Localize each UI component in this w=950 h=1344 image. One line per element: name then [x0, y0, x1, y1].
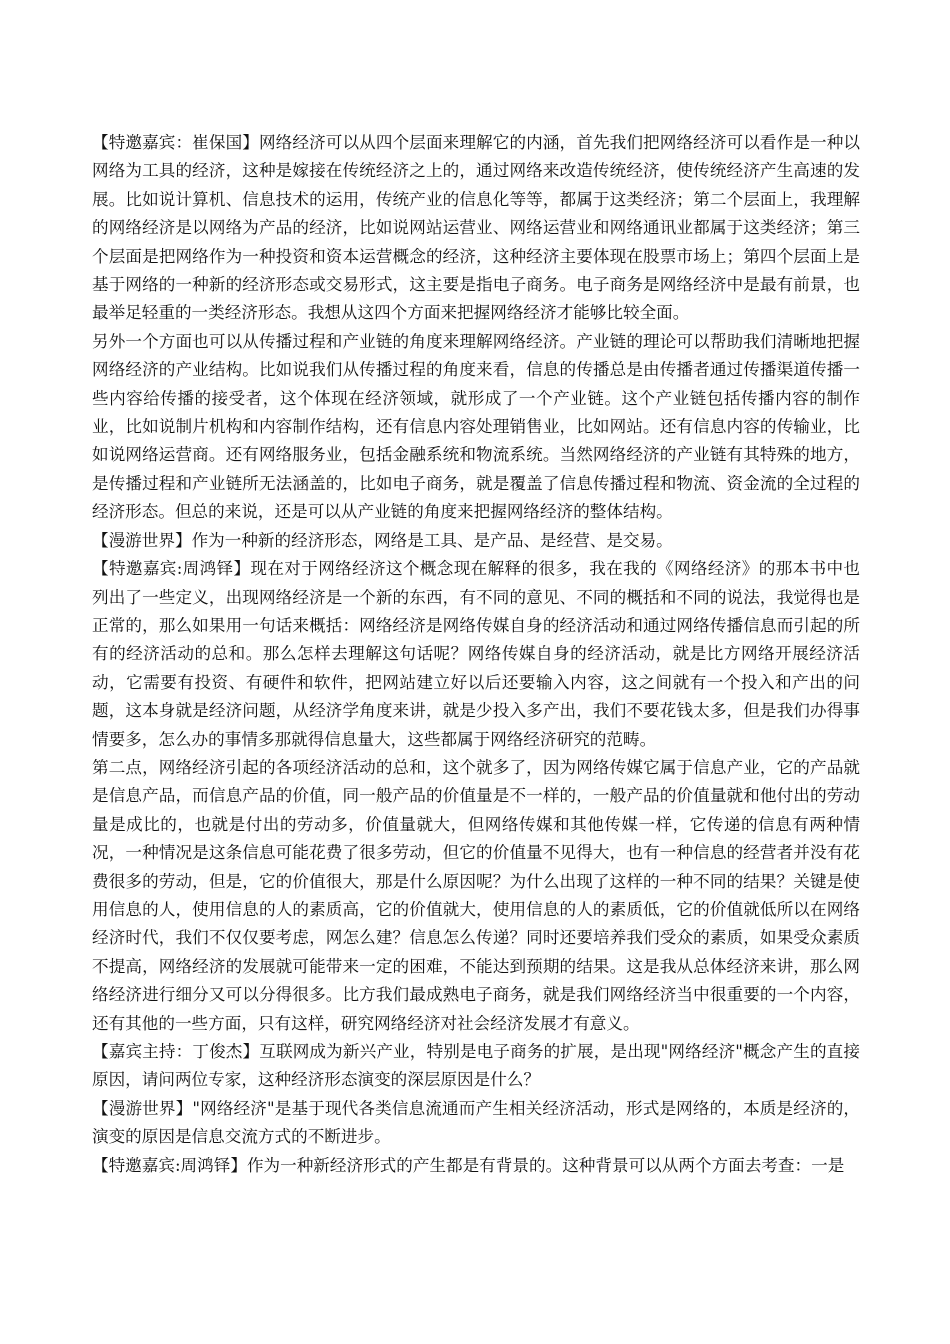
paragraph-3	[92, 527, 860, 555]
paragraph-text: "网络经济"是基于现代各类信息流通而产生相关经济活动，形式是网络的，本质是经济的，演变的原因是信息交流方式的不断进步。	[92, 1098, 861, 1147]
paragraph-text: 互联网成为新兴产业，特别是电子商务的扩展，是出现"网络经济"概念产生的直接原因，请问两位专家，这种经济形态演变的深层原因是什么？	[92, 1042, 861, 1090]
paragraph-7	[92, 1095, 860, 1152]
speaker-label: 【特邀嘉宾：崔保国】	[92, 133, 259, 152]
paragraph-text: 现在对于网络经济这个概念现在解释的很多，我在我的《网络经济》的那本书中也列出了一些定义，出现网络经济是一个新的东西，有不同的意见、不同的概括和不同的说法，我觉得也是正常的，那么如果用一句话来概括：网络经济是网络传媒自身的经济活动和通过网络传播信息而引起的所有的经济活动的总和。那么怎样去理解这句话呢？网络传媒自身的经济活动，就是比方网络开展经济活动，它需要有投资、有硬件和软件，把网站建立好以后还要输入内容，这之间就有一个投入和产出的问题，这本身就是经济问题，从经济学角度来讲，就是少投入多产出，我们不要花钱太多，但是我们办得事情要多，怎么办的事情多那就得信息量大，这些都属于网络经济研究的范畴。	[92, 559, 860, 749]
document-body	[92, 129, 860, 1180]
speaker-label: 【嘉宾主持：丁俊杰】	[92, 1042, 260, 1061]
speaker-label: 【特邀嘉宾:周鸿铎】	[92, 559, 251, 579]
speaker-label: 【漫游世界】	[92, 530, 192, 550]
paragraph-1	[92, 129, 860, 328]
paragraph-8	[92, 1152, 860, 1180]
paragraph-5	[92, 754, 860, 1038]
paragraph-text: 第二点，网络经济引起的各项经济活动的总和，这个就多了，因为网络传媒它属于信息产业，它的产品就是信息产品，而信息产品的价值，同一般产品的价值量是不一样的，一般产品的价值量就和他付出的劳动量是成比的，也就是付出的劳动多，价值量就大，但网络传媒和其他传媒一样，它传递的信息有两种情况，一种情况是这条信息可能花费了很多劳动，但它的价值量不见得大，也有一种信息的经营者并没有花费很多的劳动，但是，它的价值很大，那是什么原因呢？为什么出现了这样的一种不同的结果？关键是使用信息的人，使用信息的人的素质高，它的价值就大，使用信息的人的素质低，它的价值就低所以在网络经济时代，我们不仅仅要考虑，网怎么建？信息怎么传递？同时还要培养我们受众的素质，如果受众素质不提高，网络经济的发展就可能带来一定的困难，不能达到预期的结果。这是我从总体经济来讲，那么网络经济进行细分又可以分得很多。比方我们最成熟电子商务，就是我们网络经济当中很重要的一个内容，还有其他的一些方面，只有这样，研究网络经济对社会经济发展才有意义。	[92, 757, 860, 1033]
paragraph-text: 作为一种新的经济形态，网络是工具、是产品、是经营、是交易。	[191, 530, 673, 550]
paragraph-text: 作为一种新经济形式的产生都是有背景的。这种背景可以从两个方面去考查：一是	[246, 1155, 845, 1175]
speaker-label: 【漫游世界】	[92, 1098, 193, 1118]
paragraph-6	[92, 1038, 860, 1095]
paragraph-text: 网络经济可以从四个层面来理解它的内涵，首先我们把网络经济可以看作是一种以网络为工具的经济，这种是嫁接在传统经济之上的，通过网络来改造传统经济，使传统经济产生高速的发展。比如说计算机、信息技术的运用，传统产业的信息化等等，都属于这类经济；第二个层面上，我理解的网络经济是以网络为产品的经济，比如说网站运营业、网络运营业和网络通讯业都属于这类经济；第三个层面是把网络作为一种投资和资本运营概念的经济，这种经济主要体现在股票市场上；第四个层面上是基于网络的一种新的经济形态或交易形式，这主要是指电子商务。电子商务是网络经济中是最有前景，也最举足轻重的一类经济形态。我想从这四个方面来把握网络经济才能够比较全面。	[92, 133, 861, 323]
paragraph-2	[92, 328, 860, 527]
paragraph-4	[92, 555, 860, 754]
speaker-label: 【特邀嘉宾:周鸿铎】	[92, 1155, 247, 1175]
paragraph-text: 另外一个方面也可以从传播过程和产业链的角度来理解网络经济。产业链的理论可以帮助我们清晰地把握网络经济的产业结构。比如说我们从传播过程的角度来看，信息的传播总是由传播者通过传播渠道传播一些内容给传播的接受者，这个体现在经济领域，就形成了一个产业链。这个产业链包括传播内容的制作业，比如说制片机构和内容制作结构，还有信息内容处理销售业，比如网站。还有信息内容的传输业，比如说网络运营商。还有网络服务业，包括金融系统和物流系统。当然网络经济的产业链有其特殊的地方，是传播过程和产业链所无法涵盖的，比如电子商务，就是覆盖了信息传播过程和物流、资金流的全过程的经济形态。但总的来说，还是可以从产业链的角度来把握网络经济的整体结构。	[92, 331, 860, 522]
